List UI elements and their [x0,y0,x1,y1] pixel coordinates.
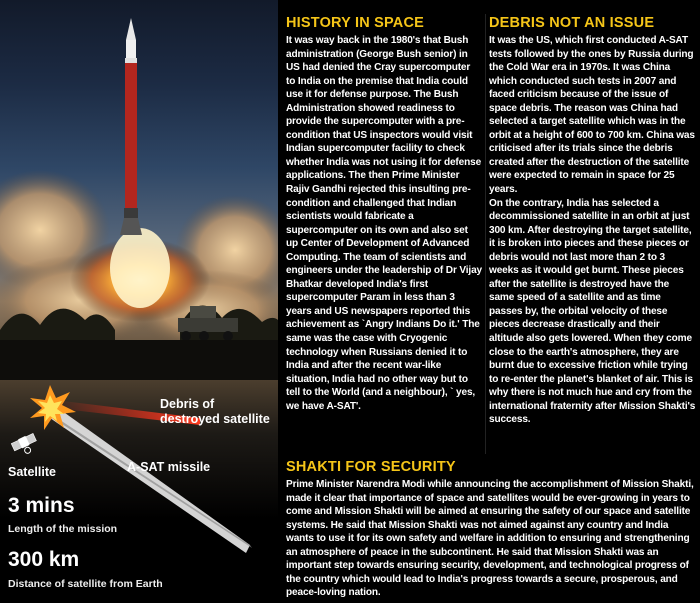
debris-heading: DEBRIS NOT AN ISSUE [489,15,655,31]
history-heading: HISTORY IN SPACE [286,15,425,31]
satellite-distance-value: 300 km [8,548,80,571]
debris-body-paragraph-2: On the contrary, India has selected a decommissioned satellite in an orbit at just 300 km. After destroying the target satellite, it is broken into pieces and these pieces or debris would not last more than 2 to 3 weeks as it would get burnt. These pieces after the satellite is destroyed have the same speed of a satellite and as time passes by, the orbital velocity of these pieces decrease drastically and their altitude also gets lowered. When they come close to the earth's atmosphere, they are burnt due to excessive friction while trying to re-enter the planet's blanket of air. This is why there is not much hue and cry from the international fraternity after Mission Shakti's success. [489,197,696,426]
column-divider [485,14,486,454]
debris-section [489,14,696,427]
history-section [286,14,482,413]
missile-launch-illustration [0,0,278,603]
mission-length-caption: Length of the mission [8,523,118,535]
asat-missile-label: A-SAT missile [127,460,211,474]
missile [120,18,142,235]
shakti-body: Prime Minister Narendra Modi while announcing the accomplishment of Mission Shakti, made it clear that importance of space and satellites would be ever-growing in years to come and Mission Shakti will be aimed at ensuring the safety of our space and satellite systems. He said that Mission Shakti was not aimed against any country and India wants to use it for its own safety and welfare in addition to ensuring and strengthening an atmosphere of peace in the subcontinent. He said that Mission Shakti was an important step towards ensuring security, development, and technological progress of the country which would lead to India's progress towards a secure, prosperous, and peace-loving nation. [286,479,694,599]
satellite-distance-caption: Distance of satellite from Earth [8,578,163,590]
mission-length-value: 3 mins [8,494,75,517]
shakti-heading: SHAKTI FOR SECURITY [286,459,456,475]
debris-label: Debris of destroyed satellite [160,397,270,426]
shakti-section [286,458,696,600]
satellite-icon [11,433,40,459]
satellite-label: Satellite [8,465,56,479]
history-body: It was way back in the 1980's that Bush administration (George Bush senior) in US had denied the Cray supercomputer to India on the premise that India could use it for defense purpose. The Bush Administration showed readiness to provide the supercomputer with a pre-condition that US inspectors would visit Indian supercomputer facility to check whether India was not using it for defense applications. The then Prime Minister Rajiv Gandhi rejected this insulting pre-condition and challenged that Indian scientists would fabricate a supercomputer on its own and also set up Center of Development of Advanced Computing. The team of scientists and engineers under the leadership of Dr Vijay Bhatkar developed India's first supercomputer Param in less than 3 years and US newspapers reported this achievement as `Angry Indians Do it.' The same was the case with Cryogenic technology when Russians denied it to India and after the recent war-like situation, India had no other way but to tell to the World (and a neighbour), ` yes, we have A-SAT'. [286,35,483,412]
debris-body-paragraph-1: It was the US, which first conducted A-SAT tests followed by the ones by Russia during the Cold War era in 1970s. It was China which conducted such tests in 2007 and faced criticism because of the issue of space debris. The reason was China had selected a target satellite which was in the orbit at a height of 600 to 700 km. China was criticised after its trials since the debris created after the destruction of the satellite were expected to remain in space for 25 years. [489,35,695,196]
